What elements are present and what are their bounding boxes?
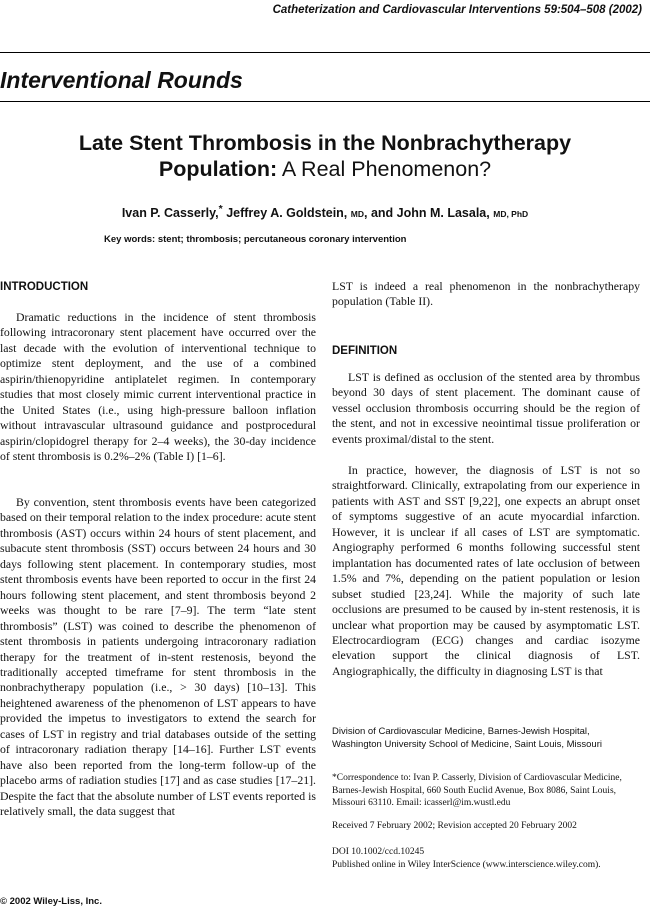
- introduction-continuation: LST is indeed a real phenomenon in the nonbrachytherapy population (Table II).: [332, 279, 640, 309]
- keywords: Key words: stent; thrombosis; percutaneous coronary intervention: [104, 234, 407, 245]
- author-name: John M. Lasala,: [396, 206, 490, 221]
- section-banner: [0, 52, 650, 102]
- published-note: Published online in Wiley InterScience (www.interscience.wiley.com).: [332, 860, 601, 870]
- definition-paragraph: LST is defined as occlusion of the stented area by thrombus beyond 30 days of stent placement. The dominant cause of vessel occlusion thrombosis occurring should be the region of the stent, and not in excessive neointimal tissue proliferation or events proximal/distal to the stent.: [332, 370, 640, 446]
- correspondence-mark: *: [218, 204, 223, 215]
- affiliation: Division of Cardiovascular Medicine, Barnes-Jewish Hospital, Washington University School of Medicine, Saint Louis, Missouri: [332, 726, 602, 750]
- definition-heading: DEFINITION: [332, 345, 398, 357]
- author-list: [0, 204, 650, 220]
- doi-note: DOI 10.1002/ccd.10245: [332, 847, 425, 857]
- introduction-heading: INTRODUCTION: [0, 281, 89, 293]
- author-degree: MD, PhD: [493, 209, 529, 220]
- author-connector: , and: [364, 206, 394, 221]
- title-regular-part: A Real Phenomenon?: [281, 157, 492, 181]
- copyright: © 2002 Wiley-Liss, Inc.: [0, 896, 102, 907]
- author-name: Ivan P. Casserly,: [121, 206, 219, 221]
- author-degree: MD: [350, 209, 364, 220]
- introduction-paragraph: By convention, stent thrombosis events have been categorized based on their temporal relation to the index procedure: acute stent thrombosis (AST) occurs within 24 hours of stent placement, and subacute stent thrombosis (SST) occurs between 24 hours and 30 days following stent placement. In contemporary studies, most stent thrombosis events have been reported to occur in the first 24 hours following stent placement, and stent thrombosis beyond 2 weeks was thought to be rare [7–9]. The term “late stent thrombosis” (LST) was coined to describe the phenomenon of stent thrombosis in patients undergoing intracoronary radiation therapy for the treatment of in-stent restenosis, beyond the traditionally accepted timeframe for stent thrombosis in the nonbrachytherapy population (i.e., > 30 days) [10–13]. This heightened awareness of the phenomenon of LST appears to have provided the impetus to investigators to extend the search for cases of LST in registry and trial databases outside of the setting of intracoronary radiation therapy [14–16]. Further LST events have also been reported from the long-term follow-up of the placebo arms of radiation studies [17] and as case studies [17–21]. Despite the fact that the absolute number of LST events reported is relatively small, the data suggest that: [0, 495, 316, 819]
- definition-paragraph: In practice, however, the diagnosis of LST is not so straightforward. Clinically, extrapolating from our experience in patients with AST and SST [9,22], one expects an abrupt onset of symptoms suggestive of an acute myocardial infarction. However, it is unclear if all cases of LST are symptomatic. Angiography performed 6 months following successful stent implantation has documented rates of late occlusion of between 1.5% and 7%, depending on the patient population or lesion subset studied [23,24]. While the majority of such late occlusions are presumed to be caused by in-stent restenosis, it is unclear what proportion may be caused by asymptomatic LST. Electrocardiogram (ECG) changes and cardiac isozyme elevation support the clinical diagnosis of LST. Angiographically, the difficulty in diagnosing LST is that: [332, 463, 640, 678]
- title-bold-part: Late Stent Thrombosis in the Nonbrachytherapy Population:: [78, 131, 572, 181]
- journal-header: Catheterization and Cardiovascular Interventions 59:504–508 (2002): [272, 4, 642, 16]
- correspondence-note: *Correspondence to: Ivan P. Casserly, Division of Cardiovascular Medicine, Barnes-Jewish Hospital, 660 South Euclid Avenue, Box 8086, Saint Louis, Missouri 63110. Email: icasserl@im.wustl.edu: [332, 773, 622, 808]
- section-title: Interventional Rounds: [0, 67, 243, 93]
- article-title: [20, 130, 630, 182]
- author-name: Jeffrey A. Goldstein,: [226, 206, 348, 221]
- received-note: Received 7 February 2002; Revision accepted 20 February 2002: [332, 821, 577, 831]
- introduction-paragraph: Dramatic reductions in the incidence of stent thrombosis following intracoronary stent placement have occurred over the last decade with the evolution of interventional technique to optimize stent deployment, and the use of a combined aspirin/thienopyridine antiplatelet regimen. In contemporary studies that most closely mimic current interventional practice in the United States (i.e., using high-pressure balloon inflation without intravascular ultrasound guidance and postprocedural aspirin/clopidogrel therapy for 2–4 weeks), the 30-day incidence of stent thrombosis is 0.2%–2% (Table I) [1–6].: [0, 310, 316, 464]
